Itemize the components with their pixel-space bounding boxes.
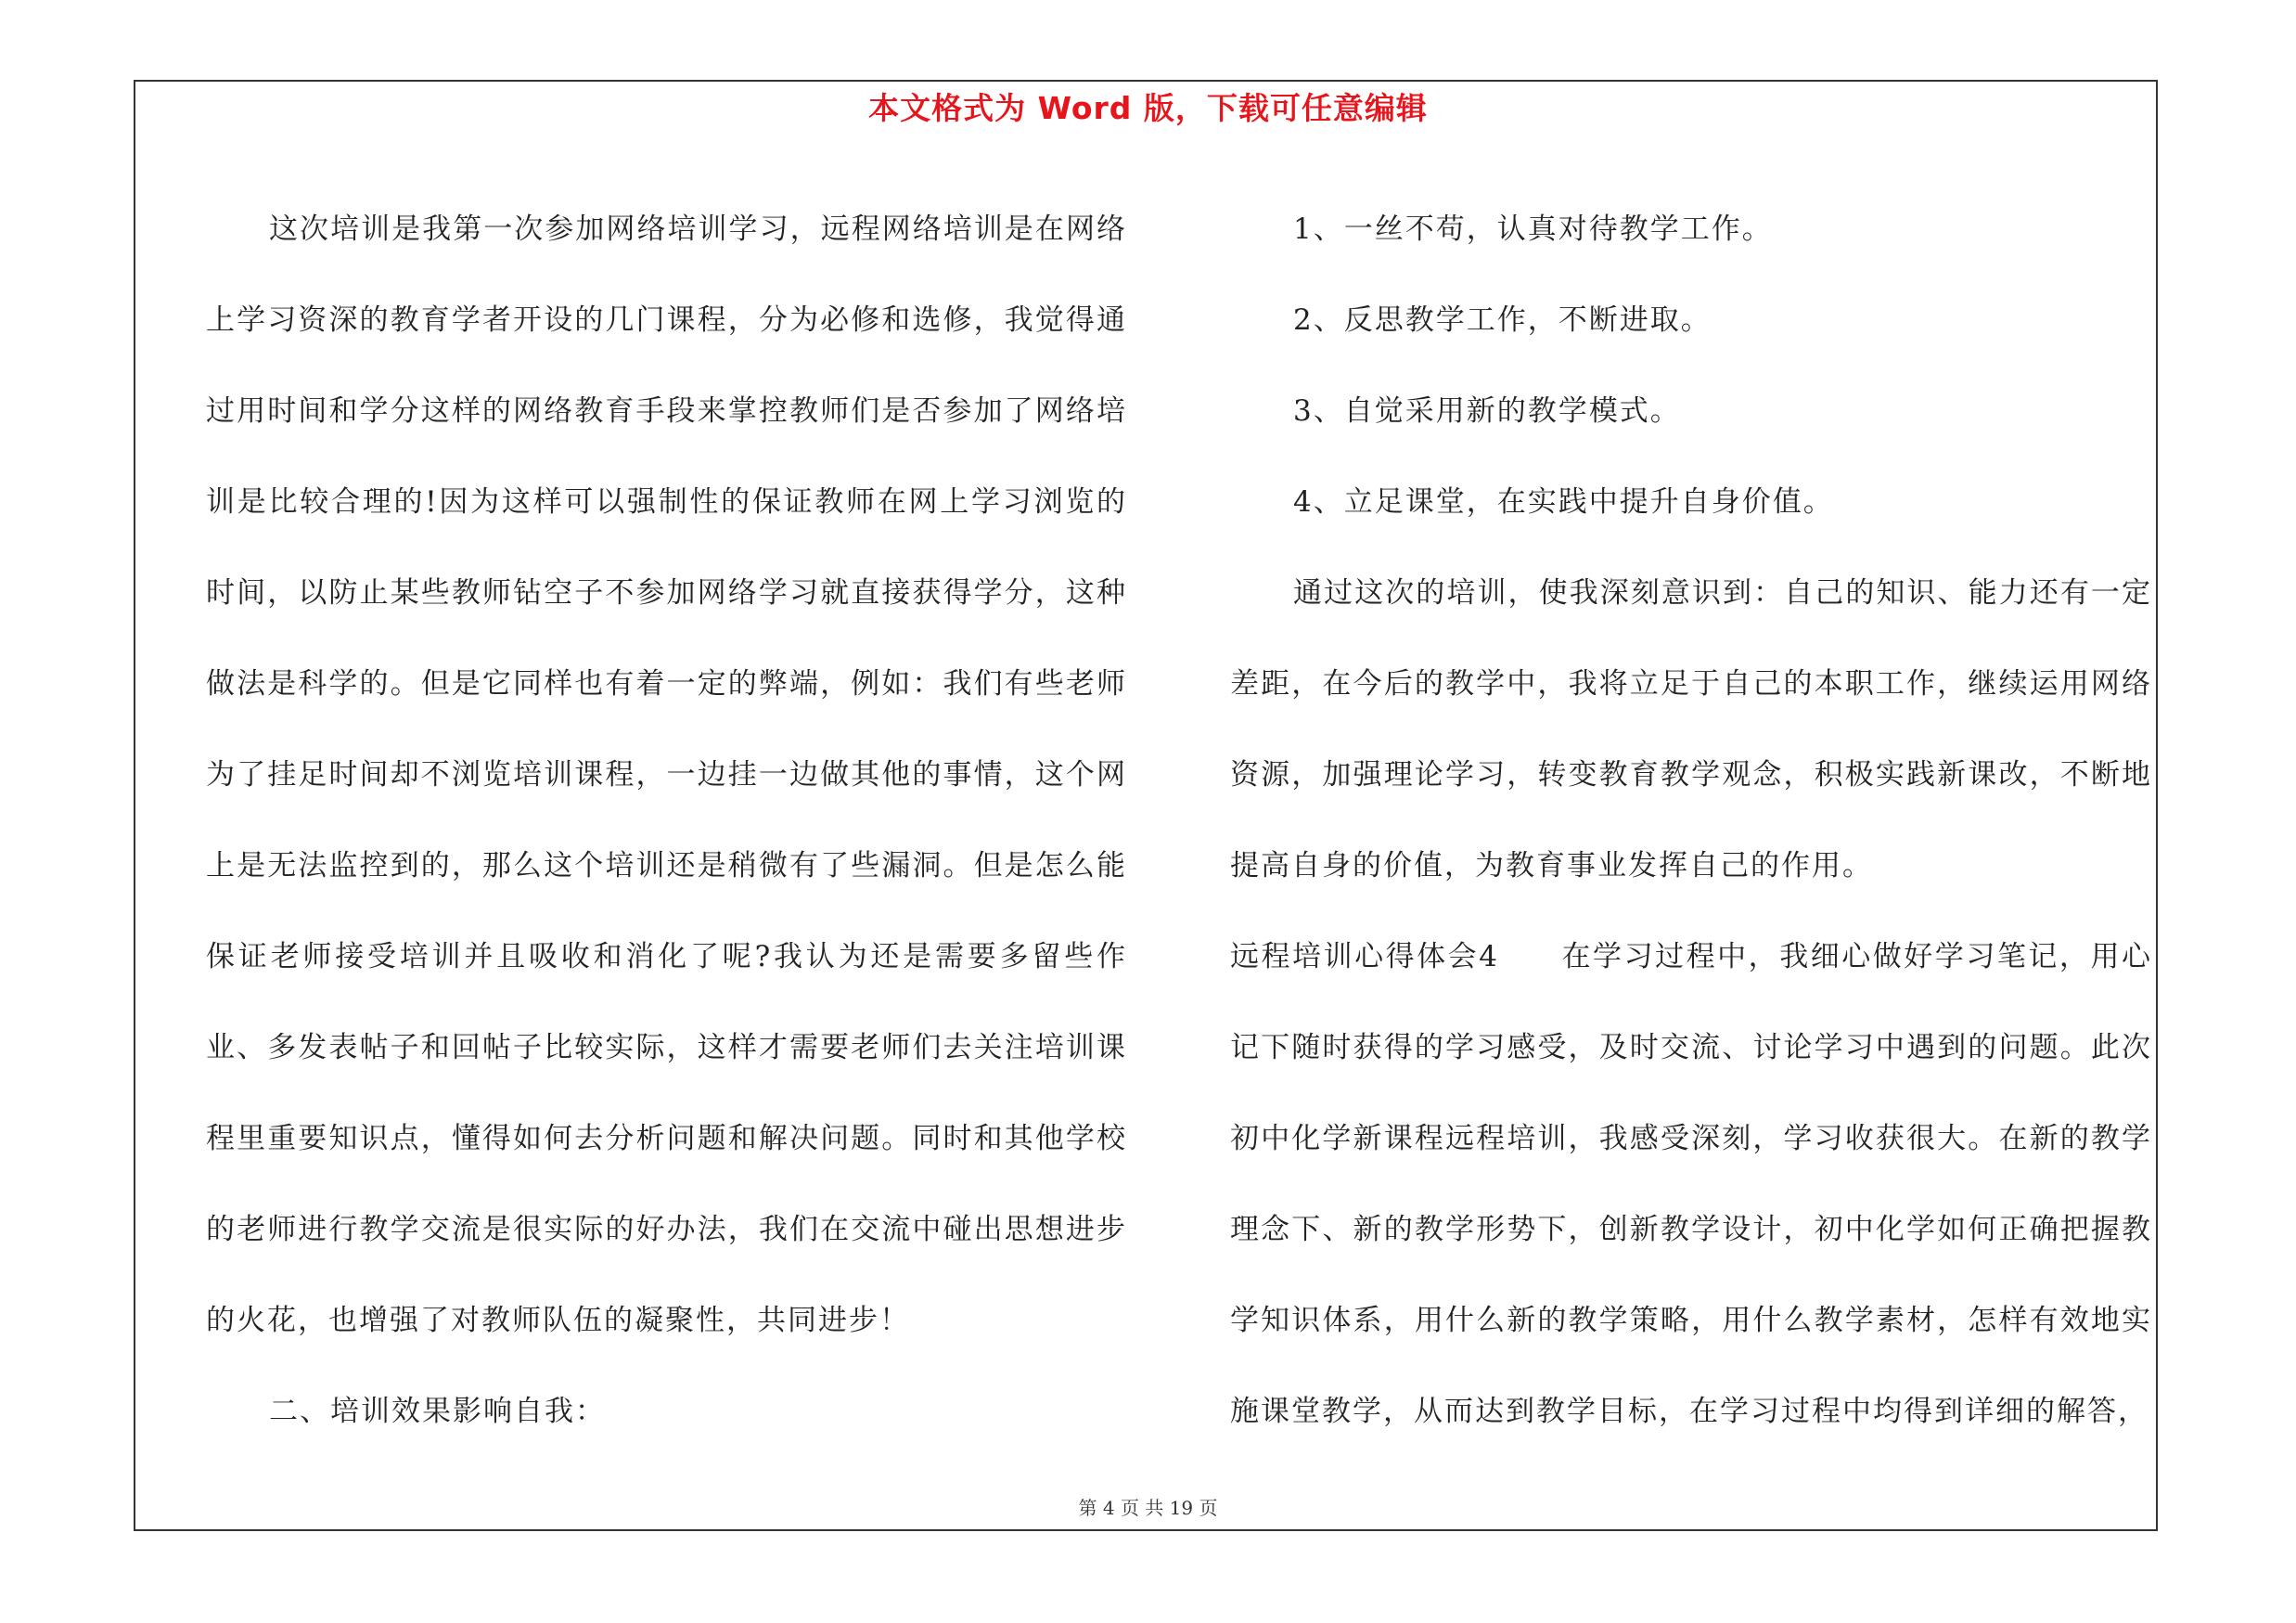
paragraph-section-4: 远程培训心得体会4 在学习过程中，我细心做好学习笔记，用心记下随时获得的学习感受，及时交流、讨论学习中遇到的问题。此次初中化学新课程远程培训，我感受深刻，学习收获很大。在新的教学理念下、新的教学形势下，创新教学设计，初中化学如何正确把握教学知识体系，用什么新的教学策略，用什么教学素材，怎样有效地实施课堂教学，从而达到教学目标，在学习过程中均得到详细的解答， (1230, 940, 2152, 1428)
format-banner: 本文格式为 Word 版，下载可任意编辑 (868, 90, 1428, 126)
list-item-2: 2、反思教学工作，不断进取。 (1293, 303, 1712, 337)
left-column (206, 184, 1127, 1457)
paragraph-summary: 通过这次的培训，使我深刻意识到：自己的知识、能力还有一定差距，在今后的教学中，我将立足于自己的本职工作，继续运用网络资源，加强理论学习，转变教育教学观念，积极实践新课改，不断地提高自身的价值，为教育事业发挥自己的作用。 (1230, 576, 2152, 882)
right-column (1230, 184, 2152, 1457)
section-heading-training-effect: 二、培训效果影响自我： (269, 1395, 606, 1428)
list-item-1: 1、一丝不苟，认真对待教学工作。 (1293, 213, 1773, 246)
list-item-4: 4、立足课堂，在实践中提升自身价值。 (1293, 485, 1834, 519)
paragraph-online-training: 这次培训是我第一次参加网络培训学习，远程网络培训是在网络上学习资深的教育学者开设的几门课程，分为必修和选修，我觉得通过用时间和学分这样的网络教育手段来掌控教师们是否参加了网络培训是比较合理的!因为这样可以强制性的保证教师在网上学习浏览的时间，以防止某些教师钻空子不参加网络学习就直接获得学分，这种做法是科学的。但是它同样也有着一定的弊端，例如：我们有些老师为了挂足时间却不浏览培训课程，一边挂一边做其他的事情，这个网上是无法监控到的，那么这个培训还是稍微有了些漏洞。但是怎么能保证老师接受培训并且吸收和消化了呢?我认为还是需要多留些作业、多发表帖子和回帖子比较实际，这样才需要老师们去关注培训课程里重要知识点，懂得如何去分析问题和解决问题。同时和其他学校的老师进行教学交流是很实际的好办法，我们在交流中碰出思想进步的火花，也增强了对教师队伍的凝聚性，共同进步！ (206, 213, 1127, 1337)
list-item-3: 3、自觉采用新的教学模式。 (1293, 394, 1681, 428)
page-number: 第 4 页 共 19 页 (1078, 1497, 1218, 1519)
